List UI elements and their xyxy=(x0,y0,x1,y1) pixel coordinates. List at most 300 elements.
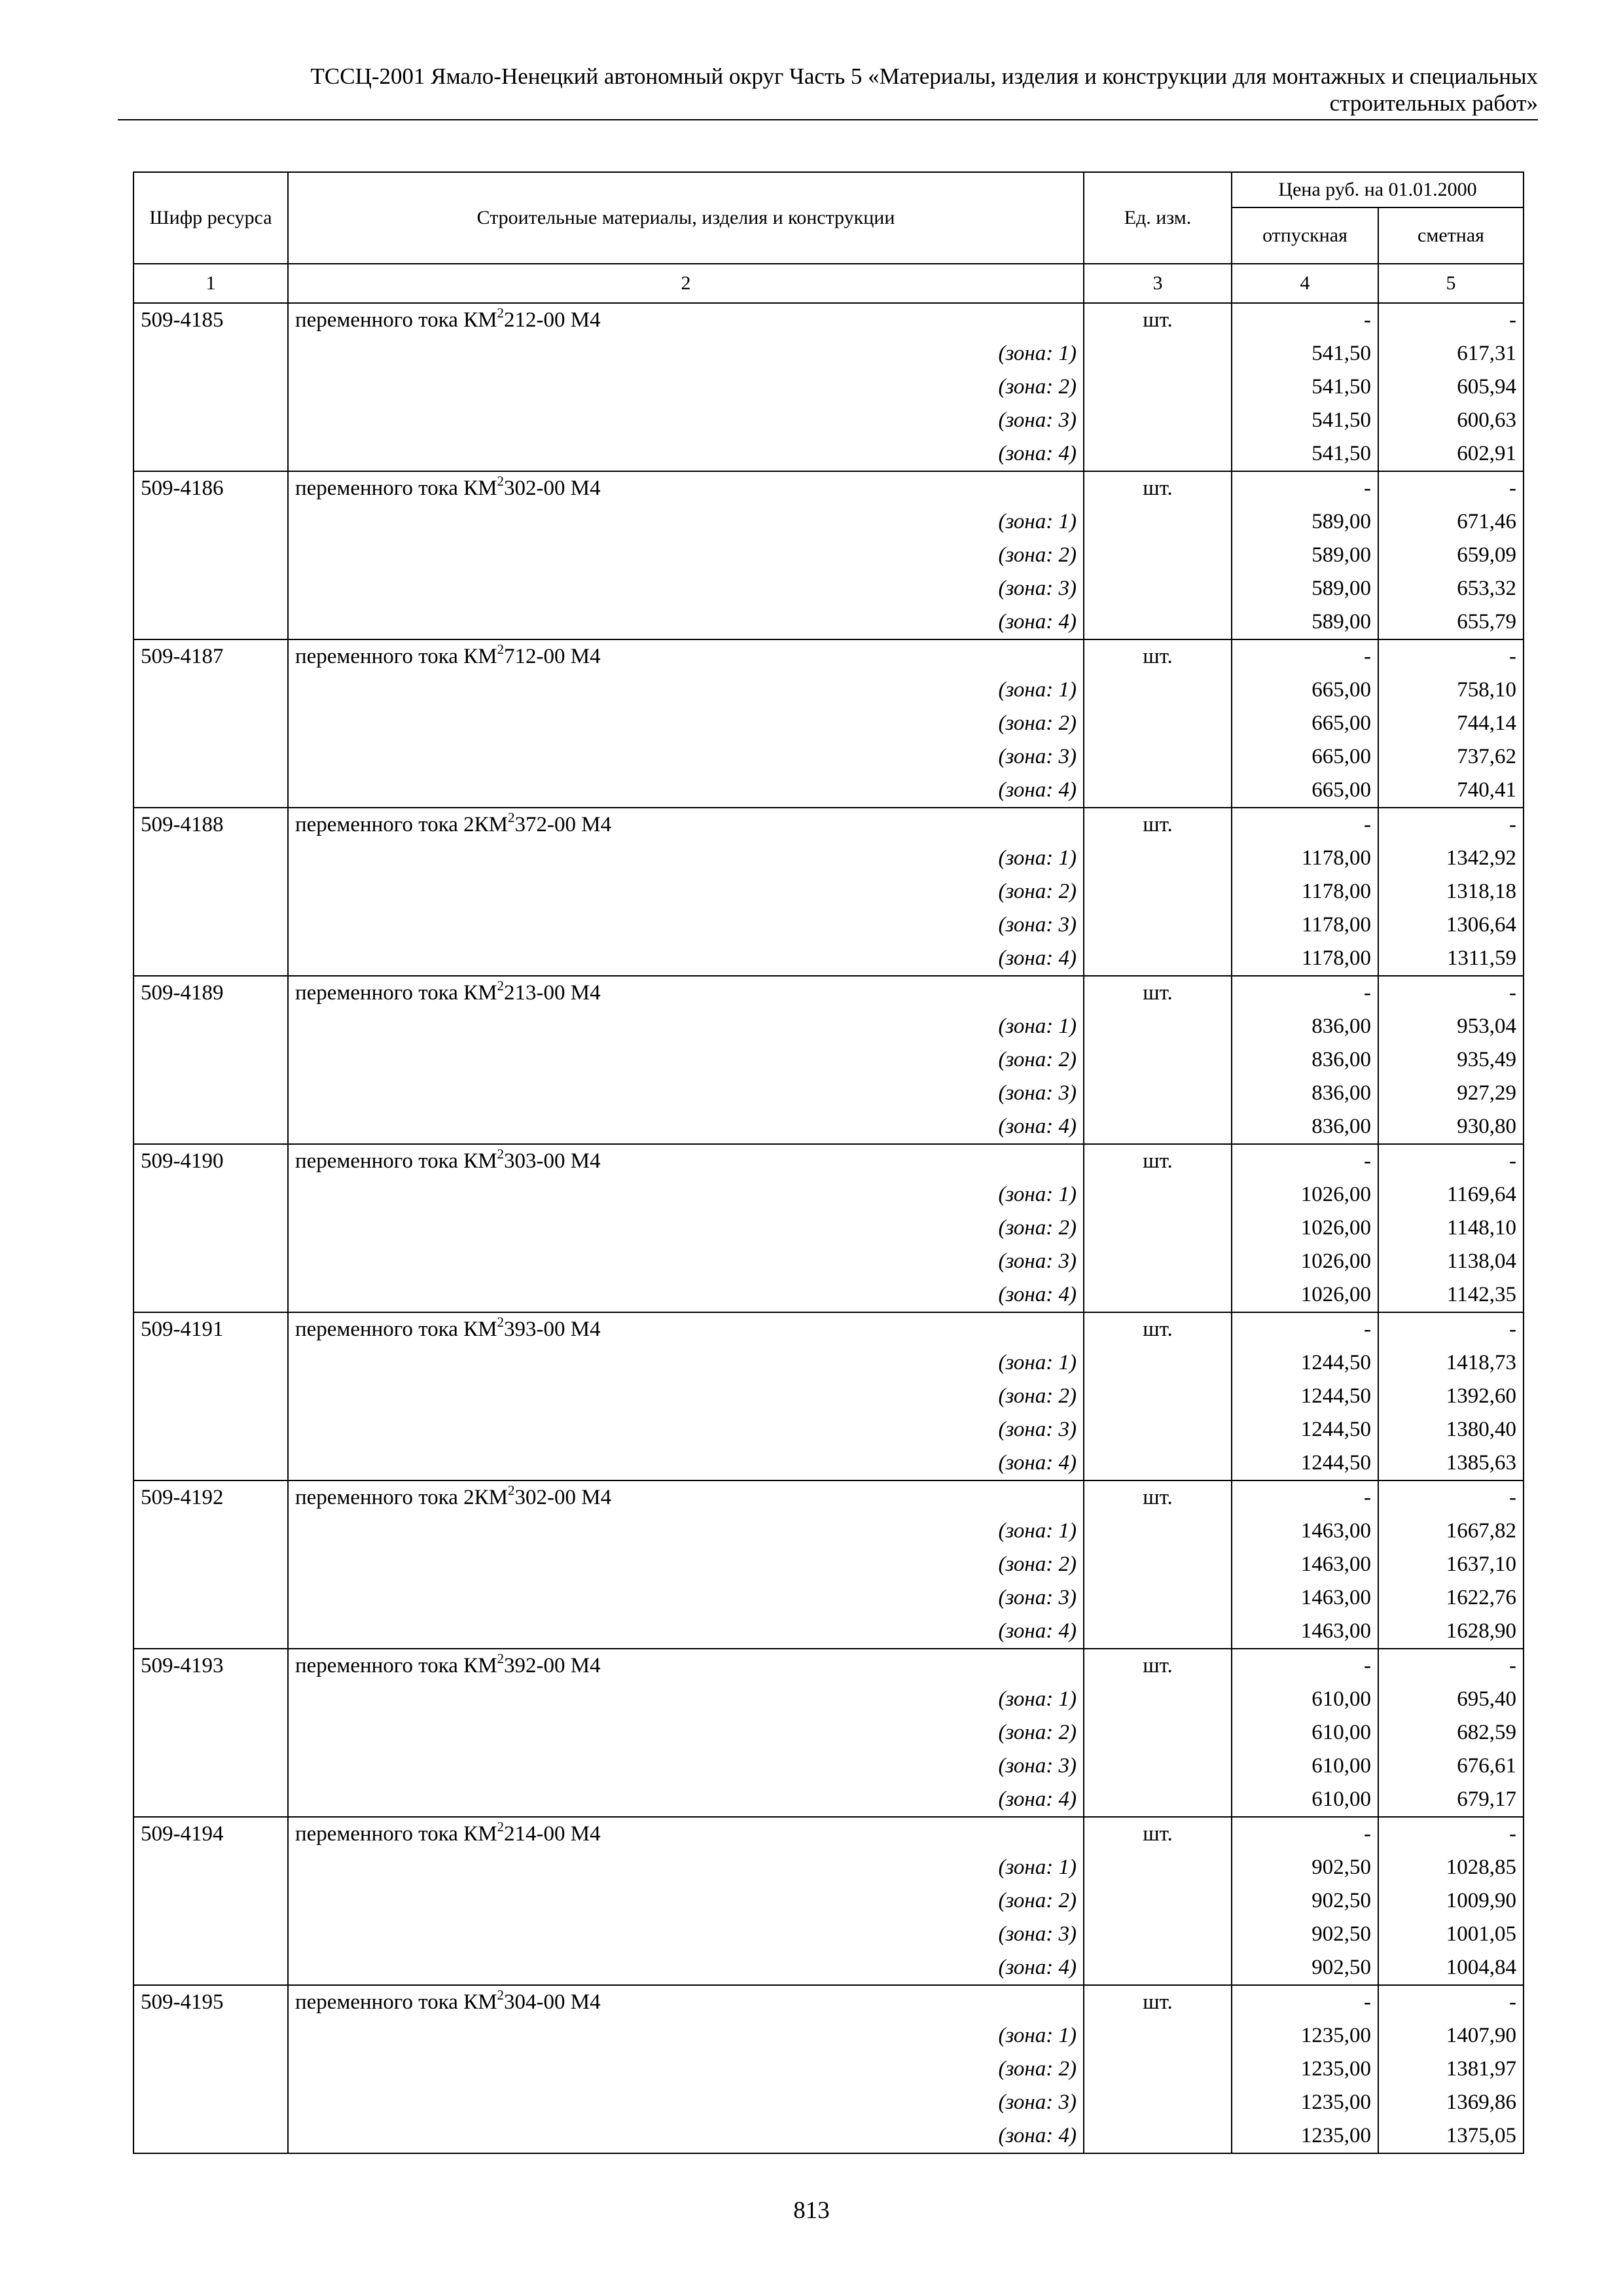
zone-label: (зона: 2) xyxy=(288,875,1084,908)
zone-label: (зона: 1) xyxy=(288,1178,1084,1211)
empty-cell xyxy=(1084,1749,1232,1783)
empty-cell xyxy=(1084,1884,1232,1918)
empty-cell xyxy=(1084,1380,1232,1413)
empty-cell xyxy=(134,1110,288,1144)
name-suffix: 302-00 М4 xyxy=(504,476,601,500)
resource-item xyxy=(134,303,1524,471)
zone-label: (зона: 1) xyxy=(288,2019,1084,2053)
empty-cell xyxy=(1084,404,1232,437)
zone-label: (зона: 4) xyxy=(288,2119,1084,2153)
estimate-price: 1667,82 xyxy=(1378,1515,1524,1548)
zone-label: (зона: 4) xyxy=(288,942,1084,976)
release-price: - xyxy=(1232,1985,1378,2019)
table-row xyxy=(134,976,1524,1010)
resource-code: 509-4191 xyxy=(134,1312,288,1346)
name-superscript: 2 xyxy=(497,473,505,489)
empty-cell xyxy=(1084,1716,1232,1749)
release-price: 1463,00 xyxy=(1232,1615,1378,1649)
release-price: - xyxy=(1232,1649,1378,1683)
estimate-price: 1637,10 xyxy=(1378,1548,1524,1581)
name-superscript: 2 xyxy=(497,641,505,657)
table-row xyxy=(134,471,1524,505)
estimate-price: 1028,85 xyxy=(1378,1851,1524,1884)
empty-cell xyxy=(1084,875,1232,908)
empty-cell xyxy=(1084,707,1232,740)
empty-cell xyxy=(1084,1077,1232,1110)
zone-label: (зона: 4) xyxy=(288,437,1084,471)
empty-cell xyxy=(1084,505,1232,539)
release-price: 1244,50 xyxy=(1232,1346,1378,1380)
estimate-price: - xyxy=(1378,1817,1524,1851)
resource-code: 509-4192 xyxy=(134,1480,288,1515)
empty-cell xyxy=(134,1380,288,1413)
resource-unit: шт. xyxy=(1084,303,1232,337)
estimate-price: - xyxy=(1378,1985,1524,2019)
empty-cell xyxy=(134,1178,288,1211)
zone-label: (зона: 4) xyxy=(288,605,1084,639)
estimate-price: 1169,64 xyxy=(1378,1178,1524,1211)
empty-cell xyxy=(134,1211,288,1245)
zone-row xyxy=(134,437,1524,471)
resource-code: 509-4188 xyxy=(134,808,288,842)
zone-label: (зона: 3) xyxy=(288,404,1084,437)
estimate-price: 1311,59 xyxy=(1378,942,1524,976)
release-price: 1178,00 xyxy=(1232,908,1378,942)
estimate-price: 1628,90 xyxy=(1378,1615,1524,1649)
resource-item xyxy=(134,1312,1524,1480)
zone-label: (зона: 1) xyxy=(288,842,1084,875)
estimate-price: - xyxy=(1378,303,1524,337)
empty-cell xyxy=(134,673,288,707)
resource-code: 509-4187 xyxy=(134,639,288,673)
empty-cell xyxy=(1084,908,1232,942)
zone-label: (зона: 4) xyxy=(288,1783,1084,1817)
estimate-price: 935,49 xyxy=(1378,1043,1524,1077)
column-number: 4 xyxy=(1232,264,1378,303)
zone-row xyxy=(134,875,1524,908)
zone-label: (зона: 3) xyxy=(288,740,1084,774)
estimate-price: 605,94 xyxy=(1378,370,1524,404)
release-price: 1178,00 xyxy=(1232,842,1378,875)
estimate-price: 1001,05 xyxy=(1378,1918,1524,1951)
table-row xyxy=(134,1312,1524,1346)
empty-cell xyxy=(1084,1245,1232,1278)
name-suffix: 712-00 М4 xyxy=(504,645,601,668)
name-suffix: 393-00 М4 xyxy=(504,1318,601,1341)
release-price: 665,00 xyxy=(1232,707,1378,740)
release-price: 665,00 xyxy=(1232,774,1378,808)
release-price: 902,50 xyxy=(1232,1951,1378,1985)
release-price: 1235,00 xyxy=(1232,2119,1378,2153)
empty-cell xyxy=(134,1346,288,1380)
empty-cell xyxy=(134,1884,288,1918)
zone-row xyxy=(134,1278,1524,1312)
estimate-price: 1306,64 xyxy=(1378,908,1524,942)
empty-cell xyxy=(1084,1851,1232,1884)
empty-cell xyxy=(1084,1446,1232,1480)
zone-label: (зона: 2) xyxy=(288,1548,1084,1581)
empty-cell xyxy=(1084,337,1232,370)
empty-cell xyxy=(134,1278,288,1312)
zone-label: (зона: 4) xyxy=(288,1278,1084,1312)
column-header-unit: Ед. изм. xyxy=(1084,172,1232,264)
resource-item xyxy=(134,639,1524,808)
empty-cell xyxy=(134,437,288,471)
zone-row xyxy=(134,1581,1524,1615)
empty-cell xyxy=(1084,572,1232,605)
name-prefix: переменного тока 2КМ xyxy=(295,1486,508,1509)
release-price: 902,50 xyxy=(1232,1918,1378,1951)
zone-row xyxy=(134,505,1524,539)
release-price: 665,00 xyxy=(1232,673,1378,707)
resource-code: 509-4189 xyxy=(134,976,288,1010)
zone-row xyxy=(134,404,1524,437)
estimate-price: 1375,05 xyxy=(1378,2119,1524,2153)
zone-label: (зона: 4) xyxy=(288,1951,1084,1985)
resource-item xyxy=(134,1985,1524,2153)
empty-cell xyxy=(1084,1951,1232,1985)
release-price: 610,00 xyxy=(1232,1716,1378,1749)
empty-cell xyxy=(1084,1413,1232,1446)
release-price: 610,00 xyxy=(1232,1683,1378,1716)
estimate-price: 740,41 xyxy=(1378,774,1524,808)
empty-cell xyxy=(1084,1346,1232,1380)
zone-row xyxy=(134,707,1524,740)
estimate-price: 953,04 xyxy=(1378,1010,1524,1043)
name-prefix: переменного тока КМ xyxy=(295,1149,497,1173)
empty-cell xyxy=(1084,1043,1232,1077)
estimate-price: 1318,18 xyxy=(1378,875,1524,908)
empty-cell xyxy=(1084,774,1232,808)
zone-label: (зона: 1) xyxy=(288,673,1084,707)
release-price: 902,50 xyxy=(1232,1884,1378,1918)
estimate-price: 671,46 xyxy=(1378,505,1524,539)
column-header-price-group: Цена руб. на 01.01.2000 xyxy=(1232,172,1524,207)
resource-code: 509-4186 xyxy=(134,471,288,505)
header-line-1: ТССЦ-2001 Ямало-Ненецкий автономный округ Часть 5 «Материалы, изделия и конструкции для монтажных и специальных xyxy=(310,63,1538,89)
empty-cell xyxy=(1084,673,1232,707)
empty-cell xyxy=(1084,1010,1232,1043)
zone-label: (зона: 2) xyxy=(288,370,1084,404)
estimate-price: 737,62 xyxy=(1378,740,1524,774)
resource-name xyxy=(288,1312,1084,1346)
estimate-price: - xyxy=(1378,1649,1524,1683)
resource-item xyxy=(134,471,1524,639)
release-price: 541,50 xyxy=(1232,404,1378,437)
table-row xyxy=(134,1480,1524,1515)
empty-cell xyxy=(134,1615,288,1649)
release-price: 836,00 xyxy=(1232,1043,1378,1077)
estimate-price: 927,29 xyxy=(1378,1077,1524,1110)
empty-cell xyxy=(134,942,288,976)
page-number: 813 xyxy=(793,2197,830,2224)
resource-name xyxy=(288,639,1084,673)
estimate-price: 695,40 xyxy=(1378,1683,1524,1716)
release-price: 1463,00 xyxy=(1232,1515,1378,1548)
table-row xyxy=(134,1649,1524,1683)
resource-code: 509-4193 xyxy=(134,1649,288,1683)
empty-cell xyxy=(1084,1581,1232,1615)
empty-cell xyxy=(134,605,288,639)
name-suffix: 392-00 М4 xyxy=(504,1654,601,1677)
table-row xyxy=(134,1985,1524,2019)
empty-cell xyxy=(134,1446,288,1480)
empty-cell xyxy=(134,774,288,808)
column-number: 3 xyxy=(1084,264,1232,303)
empty-cell xyxy=(134,1918,288,1951)
estimate-price: 1009,90 xyxy=(1378,1884,1524,1918)
empty-cell xyxy=(134,1010,288,1043)
zone-row xyxy=(134,1178,1524,1211)
name-superscript: 2 xyxy=(508,810,515,825)
zone-label: (зона: 4) xyxy=(288,774,1084,808)
resource-item xyxy=(134,1480,1524,1649)
table-row xyxy=(134,639,1524,673)
estimate-price: 1369,86 xyxy=(1378,2086,1524,2119)
table-row xyxy=(134,1817,1524,1851)
zone-row xyxy=(134,1749,1524,1783)
table-row xyxy=(134,1144,1524,1178)
empty-cell xyxy=(134,1683,288,1716)
release-price: 1178,00 xyxy=(1232,875,1378,908)
empty-cell xyxy=(1084,1278,1232,1312)
empty-cell xyxy=(1084,539,1232,572)
zone-row xyxy=(134,1211,1524,1245)
zone-label: (зона: 2) xyxy=(288,707,1084,740)
estimate-price: - xyxy=(1378,639,1524,673)
name-prefix: переменного тока 2КМ xyxy=(295,813,508,836)
release-price: 1244,50 xyxy=(1232,1380,1378,1413)
name-superscript: 2 xyxy=(497,305,505,321)
release-price: 610,00 xyxy=(1232,1749,1378,1783)
empty-cell xyxy=(134,740,288,774)
resource-item xyxy=(134,1144,1524,1312)
empty-cell xyxy=(134,1077,288,1110)
table-row xyxy=(134,808,1524,842)
zone-label: (зона: 1) xyxy=(288,1851,1084,1884)
resource-name xyxy=(288,1480,1084,1515)
zone-row xyxy=(134,1446,1524,1480)
release-price: - xyxy=(1232,1817,1378,1851)
estimate-price: 1622,76 xyxy=(1378,1581,1524,1615)
empty-cell xyxy=(1084,1110,1232,1144)
zone-label: (зона: 3) xyxy=(288,1413,1084,1446)
estimate-price: 758,10 xyxy=(1378,673,1524,707)
zone-row xyxy=(134,1683,1524,1716)
zone-row xyxy=(134,1951,1524,1985)
zone-row xyxy=(134,572,1524,605)
zone-label: (зона: 2) xyxy=(288,1716,1084,1749)
column-header-estimate: сметная xyxy=(1378,207,1524,264)
release-price: 589,00 xyxy=(1232,539,1378,572)
empty-cell xyxy=(1084,740,1232,774)
zone-row xyxy=(134,842,1524,875)
zone-label: (зона: 2) xyxy=(288,1043,1084,1077)
name-superscript: 2 xyxy=(497,1651,505,1666)
empty-cell xyxy=(134,2086,288,2119)
resource-code: 509-4190 xyxy=(134,1144,288,1178)
empty-cell xyxy=(134,539,288,572)
release-price: - xyxy=(1232,303,1378,337)
release-price: 836,00 xyxy=(1232,1110,1378,1144)
empty-cell xyxy=(134,1951,288,1985)
resource-unit: шт. xyxy=(1084,1649,1232,1683)
estimate-price: - xyxy=(1378,1144,1524,1178)
estimate-price: - xyxy=(1378,1312,1524,1346)
release-price: 589,00 xyxy=(1232,572,1378,605)
resource-item xyxy=(134,1649,1524,1817)
empty-cell xyxy=(134,1749,288,1783)
estimate-price: 1342,92 xyxy=(1378,842,1524,875)
empty-cell xyxy=(134,1413,288,1446)
zone-row xyxy=(134,942,1524,976)
empty-cell xyxy=(134,842,288,875)
name-suffix: 303-00 М4 xyxy=(504,1149,601,1173)
zone-row xyxy=(134,740,1524,774)
estimate-price: 655,79 xyxy=(1378,605,1524,639)
zone-label: (зона: 2) xyxy=(288,2053,1084,2086)
estimate-price: - xyxy=(1378,808,1524,842)
name-superscript: 2 xyxy=(497,1314,505,1330)
empty-cell xyxy=(1084,437,1232,471)
zone-label: (зона: 3) xyxy=(288,572,1084,605)
empty-cell xyxy=(134,908,288,942)
empty-cell xyxy=(134,707,288,740)
zone-label: (зона: 3) xyxy=(288,1077,1084,1110)
name-superscript: 2 xyxy=(497,1987,505,2003)
estimate-price: 682,59 xyxy=(1378,1716,1524,1749)
resource-unit: шт. xyxy=(1084,808,1232,842)
estimate-price: 676,61 xyxy=(1378,1749,1524,1783)
resource-code: 509-4194 xyxy=(134,1817,288,1851)
empty-cell xyxy=(134,505,288,539)
zone-row xyxy=(134,1716,1524,1749)
resource-unit: шт. xyxy=(1084,1985,1232,2019)
estimate-price: 1380,40 xyxy=(1378,1413,1524,1446)
column-number: 2 xyxy=(288,264,1084,303)
zone-label: (зона: 4) xyxy=(288,1110,1084,1144)
page-header xyxy=(118,63,1538,120)
empty-cell xyxy=(134,572,288,605)
name-prefix: переменного тока КМ xyxy=(295,1318,497,1341)
name-suffix: 213-00 М4 xyxy=(504,981,601,1005)
release-price: 1235,00 xyxy=(1232,2053,1378,2086)
resource-code: 509-4185 xyxy=(134,303,288,337)
empty-cell xyxy=(134,2019,288,2053)
release-price: 1463,00 xyxy=(1232,1581,1378,1615)
column-number: 1 xyxy=(134,264,288,303)
release-price: - xyxy=(1232,1480,1378,1515)
name-prefix: переменного тока КМ xyxy=(295,981,497,1005)
zone-label: (зона: 1) xyxy=(288,1515,1084,1548)
column-header-name: Строительные материалы, изделия и конструкции xyxy=(288,172,1084,264)
name-suffix: 212-00 М4 xyxy=(504,308,601,332)
name-suffix: 304-00 М4 xyxy=(504,1990,601,2014)
resource-name xyxy=(288,303,1084,337)
empty-cell xyxy=(1084,2053,1232,2086)
zone-row xyxy=(134,1380,1524,1413)
zone-row xyxy=(134,2053,1524,2086)
empty-cell xyxy=(1084,2119,1232,2153)
zone-row xyxy=(134,337,1524,370)
zone-row xyxy=(134,1515,1524,1548)
name-prefix: переменного тока КМ xyxy=(295,645,497,668)
empty-cell xyxy=(1084,370,1232,404)
release-price: 589,00 xyxy=(1232,605,1378,639)
estimate-price: 617,31 xyxy=(1378,337,1524,370)
resource-name xyxy=(288,1985,1084,2019)
resource-unit: шт. xyxy=(1084,1480,1232,1515)
empty-cell xyxy=(134,875,288,908)
empty-cell xyxy=(134,1515,288,1548)
estimate-price: 1407,90 xyxy=(1378,2019,1524,2053)
release-price: 1244,50 xyxy=(1232,1413,1378,1446)
estimate-price: - xyxy=(1378,471,1524,505)
zone-row xyxy=(134,1010,1524,1043)
estimate-price: 744,14 xyxy=(1378,707,1524,740)
resource-unit: шт. xyxy=(1084,1817,1232,1851)
empty-cell xyxy=(1084,1783,1232,1817)
zone-label: (зона: 3) xyxy=(288,1245,1084,1278)
release-price: - xyxy=(1232,1144,1378,1178)
zone-label: (зона: 1) xyxy=(288,505,1084,539)
resource-name xyxy=(288,976,1084,1010)
resource-name xyxy=(288,471,1084,505)
release-price: 589,00 xyxy=(1232,505,1378,539)
zone-row xyxy=(134,2086,1524,2119)
zone-row xyxy=(134,605,1524,639)
zone-label: (зона: 3) xyxy=(288,1749,1084,1783)
estimate-price: 600,63 xyxy=(1378,404,1524,437)
zone-row xyxy=(134,1615,1524,1649)
resource-name xyxy=(288,1649,1084,1683)
release-price: - xyxy=(1232,471,1378,505)
resource-unit: шт. xyxy=(1084,471,1232,505)
zone-row xyxy=(134,1851,1524,1884)
zone-row xyxy=(134,1346,1524,1380)
name-prefix: переменного тока КМ xyxy=(295,1654,497,1677)
name-suffix: 372-00 М4 xyxy=(514,813,612,836)
empty-cell xyxy=(134,404,288,437)
release-price: 902,50 xyxy=(1232,1851,1378,1884)
estimate-price: 1148,10 xyxy=(1378,1211,1524,1245)
zone-row xyxy=(134,774,1524,808)
name-suffix: 214-00 М4 xyxy=(504,1822,601,1846)
name-superscript: 2 xyxy=(497,1146,505,1162)
estimate-price: 1392,60 xyxy=(1378,1380,1524,1413)
estimate-price: 1004,84 xyxy=(1378,1951,1524,1985)
empty-cell xyxy=(1084,1178,1232,1211)
resource-unit: шт. xyxy=(1084,639,1232,673)
name-prefix: переменного тока КМ xyxy=(295,1822,497,1846)
zone-label: (зона: 2) xyxy=(288,1884,1084,1918)
zone-label: (зона: 1) xyxy=(288,1683,1084,1716)
estimate-price: 1142,35 xyxy=(1378,1278,1524,1312)
release-price: 665,00 xyxy=(1232,740,1378,774)
resource-unit: шт. xyxy=(1084,1312,1232,1346)
empty-cell xyxy=(1084,1515,1232,1548)
empty-cell xyxy=(134,370,288,404)
release-price: - xyxy=(1232,639,1378,673)
zone-label: (зона: 1) xyxy=(288,1346,1084,1380)
zone-label: (зона: 3) xyxy=(288,2086,1084,2119)
zone-row xyxy=(134,908,1524,942)
empty-cell xyxy=(134,1548,288,1581)
zone-label: (зона: 3) xyxy=(288,908,1084,942)
empty-cell xyxy=(1084,2019,1232,2053)
table-row xyxy=(134,303,1524,337)
zone-row xyxy=(134,370,1524,404)
